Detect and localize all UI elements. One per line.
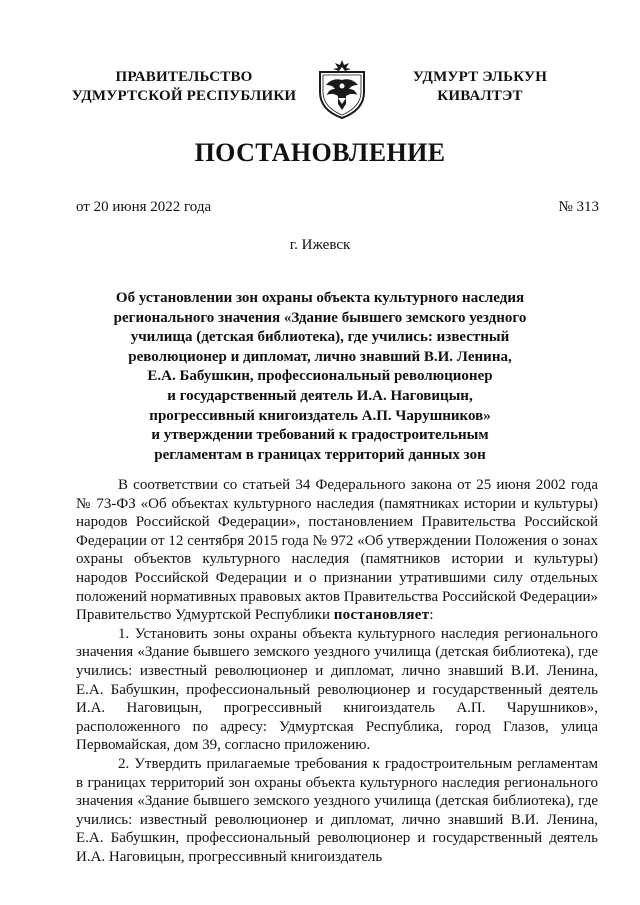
title-line: и утверждении требований к градостроительным [151,427,489,444]
title-line: регионального значения «Здание бывшего земского уездного [113,309,527,326]
preamble-text: В соответствии со статьей 34 Федерального закона от 25 июня 2002 года № 73-ФЗ «Об объектах культурного наследия (памятниках истории и культуры) народов Российской Федерации», постановлением Правительства Российской Федерации от 12 сентября 2015 года № 972 «Об утверждении Положения о зонах охраны объектов культурного наследия (памятников истории и культуры) народов Российской Федерации и о признании утратившими силу отдельных положений нормативных правовых актов Правительства Российской Федерации» Правительство Удмуртской Республики [76,477,598,624]
title-line: регламентам в границах территорий данных зон [154,446,486,463]
issuer-line-2: УДМУРТСКОЙ РЕСПУБЛИКИ [71,88,297,104]
issuer-udmurt-line-1: УДМУРТ ЭЛЬКУН [412,69,548,85]
document-body [76,476,598,866]
udmurt-coat-of-arms-icon [314,58,370,120]
issuer-udmurt-line-2: КИВАЛТЭТ [437,88,523,104]
document-type: ПОСТАНОВЛЕНИЕ [194,138,446,167]
resolution-verb: постановляет [333,607,430,624]
clause-2: 2. Утвердить прилагаемые требования к градостроительным регламентам в границах территорий зон охраны объекта культурного наследия регионального значения «Здание бывшего земского уездного училища (детская библиотека), где учились: известный революционер и дипломат, лично знавший В.И. Ленина, Е.А. Бабушкин, профессиональный революционер и государственный деятель И.А. Наговицын, прогрессивный книгоиздатель [76,755,598,865]
preamble-paragraph [76,476,598,625]
document-date: от 20 июня 2022 года [76,199,212,215]
clause-1: 1. Установить зоны охраны объекта культурного наследия регионального значения «Здание бывшего земского уездного училища (детская библиотека), где учились: известный революционер и дипломат, лично знавший В.И. Ленина, Е.А. Бабушкин, профессиональный революционер и государственный деятель И.А. Наговицын, прогрессивный книгоиздатель А.П. Чарушников», расположенного по адресу: Удмуртская Республика, город Глазов, улица Первомайская, дом 39, согласно приложению. [76,625,598,754]
issuer-name-russian [70,68,298,106]
document-city: г. Ижевск [289,237,351,253]
title-line: Е.А. Бабушкин, профессиональный революционер [147,368,493,385]
issuer-name-udmurt [384,68,576,106]
preamble-colon: : [429,607,434,624]
document-title [110,289,530,465]
document-number: № 313 [558,199,599,215]
title-line: и государственный деятель И.А. Наговицын, [167,387,473,404]
issuer-line-1: ПРАВИТЕЛЬСТВО [115,69,253,85]
title-line: прогрессивный книгоиздатель А.П. Чарушников» [149,407,491,424]
title-line: училища (детская библиотека), где учились: известный [130,329,510,346]
title-line: Об установлении зон охраны объекта культурного наследия [115,290,525,306]
title-line: революционер и дипломат, лично знавший В.И. Ленина, [128,348,512,365]
